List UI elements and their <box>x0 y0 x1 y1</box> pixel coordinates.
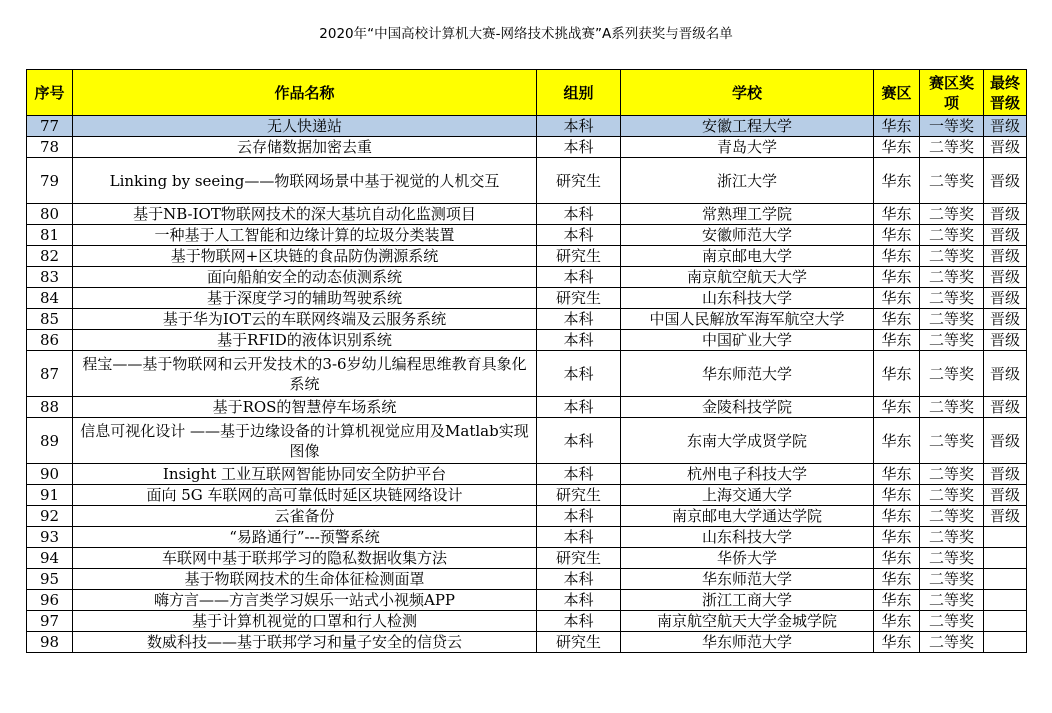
cell-name: 面向船舶安全的动态侦测系统 <box>73 267 537 288</box>
cell-group: 研究生 <box>537 485 621 506</box>
cell-group: 本科 <box>537 351 621 397</box>
cell-group: 本科 <box>537 590 621 611</box>
cell-region: 华东 <box>874 527 920 548</box>
cell-promo: 晋级 <box>984 246 1027 267</box>
cell-school: 山东科技大学 <box>621 288 874 309</box>
cell-no: 80 <box>27 204 73 225</box>
cell-no: 96 <box>27 590 73 611</box>
cell-region: 华东 <box>874 351 920 397</box>
cell-no: 91 <box>27 485 73 506</box>
cell-school: 浙江工商大学 <box>621 590 874 611</box>
cell-group: 本科 <box>537 309 621 330</box>
cell-name: 云存储数据加密去重 <box>73 137 537 158</box>
cell-promo: 晋级 <box>984 267 1027 288</box>
cell-award: 二等奖 <box>920 309 984 330</box>
cell-school: 东南大学成贤学院 <box>621 418 874 464</box>
cell-region: 华东 <box>874 137 920 158</box>
cell-region: 华东 <box>874 116 920 137</box>
cell-region: 华东 <box>874 569 920 590</box>
cell-group: 本科 <box>537 397 621 418</box>
cell-region: 华东 <box>874 288 920 309</box>
table-row <box>27 569 1027 590</box>
cell-award: 二等奖 <box>920 330 984 351</box>
cell-no: 82 <box>27 246 73 267</box>
cell-group: 研究生 <box>537 548 621 569</box>
cell-promo <box>984 569 1027 590</box>
cell-award: 二等奖 <box>920 288 984 309</box>
cell-name: 基于RFID的液体识别系统 <box>73 330 537 351</box>
cell-no: 89 <box>27 418 73 464</box>
cell-award: 一等奖 <box>920 116 984 137</box>
cell-award: 二等奖 <box>920 632 984 653</box>
cell-school: 南京邮电大学 <box>621 246 874 267</box>
cell-award: 二等奖 <box>920 225 984 246</box>
cell-no: 85 <box>27 309 73 330</box>
cell-group: 本科 <box>537 225 621 246</box>
table-row <box>27 506 1027 527</box>
cell-name: 车联网中基于联邦学习的隐私数据收集方法 <box>73 548 537 569</box>
cell-group: 本科 <box>537 418 621 464</box>
cell-school: 安徽工程大学 <box>621 116 874 137</box>
cell-no: 94 <box>27 548 73 569</box>
table-row <box>27 204 1027 225</box>
cell-promo <box>984 611 1027 632</box>
cell-no: 86 <box>27 330 73 351</box>
cell-award: 二等奖 <box>920 204 984 225</box>
cell-promo: 晋级 <box>984 397 1027 418</box>
cell-group: 本科 <box>537 611 621 632</box>
table-row <box>27 246 1027 267</box>
table-row <box>27 351 1027 397</box>
header-no: 序号 <box>27 70 73 116</box>
table-row <box>27 485 1027 506</box>
cell-name: 基于ROS的智慧停车场系统 <box>73 397 537 418</box>
cell-school: 南京航空航天大学 <box>621 267 874 288</box>
table-row <box>27 267 1027 288</box>
cell-region: 华东 <box>874 204 920 225</box>
cell-name: 基于NB-IOT物联网技术的深大基坑自动化监测项目 <box>73 204 537 225</box>
cell-school: 华东师范大学 <box>621 632 874 653</box>
cell-name: “易路通行”---预警系统 <box>73 527 537 548</box>
cell-region: 华东 <box>874 158 920 204</box>
cell-region: 华东 <box>874 225 920 246</box>
table-row <box>27 548 1027 569</box>
cell-award: 二等奖 <box>920 464 984 485</box>
cell-no: 83 <box>27 267 73 288</box>
cell-promo: 晋级 <box>984 418 1027 464</box>
cell-promo: 晋级 <box>984 464 1027 485</box>
cell-award: 二等奖 <box>920 267 984 288</box>
cell-promo <box>984 527 1027 548</box>
header-name: 作品名称 <box>73 70 537 116</box>
table-row <box>27 137 1027 158</box>
cell-promo: 晋级 <box>984 309 1027 330</box>
cell-group: 本科 <box>537 569 621 590</box>
cell-award: 二等奖 <box>920 548 984 569</box>
cell-group: 研究生 <box>537 158 621 204</box>
cell-name: Insight 工业互联网智能协同安全防护平台 <box>73 464 537 485</box>
cell-group: 研究生 <box>537 288 621 309</box>
cell-group: 本科 <box>537 204 621 225</box>
cell-group: 本科 <box>537 506 621 527</box>
cell-award: 二等奖 <box>920 137 984 158</box>
cell-group: 研究生 <box>537 632 621 653</box>
cell-name: 一种基于人工智能和边缘计算的垃圾分类装置 <box>73 225 537 246</box>
cell-region: 华东 <box>874 632 920 653</box>
cell-award: 二等奖 <box>920 418 984 464</box>
table-row <box>27 288 1027 309</box>
cell-promo: 晋级 <box>984 225 1027 246</box>
cell-name: 嗨方言——方言类学习娱乐一站式小视频APP <box>73 590 537 611</box>
cell-school: 南京邮电大学通达学院 <box>621 506 874 527</box>
cell-no: 97 <box>27 611 73 632</box>
cell-region: 华东 <box>874 246 920 267</box>
cell-region: 华东 <box>874 485 920 506</box>
cell-no: 79 <box>27 158 73 204</box>
cell-group: 本科 <box>537 116 621 137</box>
cell-no: 90 <box>27 464 73 485</box>
cell-school: 华东师范大学 <box>621 569 874 590</box>
cell-region: 华东 <box>874 506 920 527</box>
cell-region: 华东 <box>874 464 920 485</box>
cell-group: 本科 <box>537 267 621 288</box>
cell-promo: 晋级 <box>984 506 1027 527</box>
cell-school: 青岛大学 <box>621 137 874 158</box>
cell-name: 基于物联网技术的生命体征检测面罩 <box>73 569 537 590</box>
cell-name: 信息可视化设计 ——基于边缘设备的计算机视觉应用及Matlab实现图像 <box>73 418 537 464</box>
cell-no: 88 <box>27 397 73 418</box>
cell-region: 华东 <box>874 330 920 351</box>
table-row <box>27 158 1027 204</box>
table-row <box>27 611 1027 632</box>
cell-region: 华东 <box>874 548 920 569</box>
cell-school: 安徽师范大学 <box>621 225 874 246</box>
table-row <box>27 116 1027 137</box>
cell-group: 本科 <box>537 527 621 548</box>
cell-promo <box>984 590 1027 611</box>
cell-award: 二等奖 <box>920 569 984 590</box>
cell-name: 基于物联网+区块链的食品防伪溯源系统 <box>73 246 537 267</box>
cell-name: 无人快递站 <box>73 116 537 137</box>
cell-name: 面向 5G 车联网的高可靠低时延区块链网络设计 <box>73 485 537 506</box>
table-row <box>27 590 1027 611</box>
header-award: 赛区奖项 <box>920 70 984 116</box>
table-row <box>27 330 1027 351</box>
cell-promo: 晋级 <box>984 116 1027 137</box>
cell-group: 研究生 <box>537 246 621 267</box>
cell-no: 98 <box>27 632 73 653</box>
cell-no: 77 <box>27 116 73 137</box>
cell-no: 92 <box>27 506 73 527</box>
cell-no: 87 <box>27 351 73 397</box>
table-row <box>27 309 1027 330</box>
cell-award: 二等奖 <box>920 351 984 397</box>
cell-promo: 晋级 <box>984 485 1027 506</box>
cell-promo: 晋级 <box>984 288 1027 309</box>
award-table <box>26 69 1027 653</box>
cell-school: 中国矿业大学 <box>621 330 874 351</box>
cell-region: 华东 <box>874 267 920 288</box>
cell-name: 基于深度学习的辅助驾驶系统 <box>73 288 537 309</box>
cell-name: 数威科技——基于联邦学习和量子安全的信贷云 <box>73 632 537 653</box>
cell-school: 中国人民解放军海军航空大学 <box>621 309 874 330</box>
header-group: 组别 <box>537 70 621 116</box>
cell-name: 基于华为IOT云的车联网终端及云服务系统 <box>73 309 537 330</box>
cell-school: 上海交通大学 <box>621 485 874 506</box>
cell-group: 本科 <box>537 330 621 351</box>
table-row <box>27 225 1027 246</box>
cell-school: 金陵科技学院 <box>621 397 874 418</box>
header-row <box>27 70 1027 116</box>
cell-award: 二等奖 <box>920 506 984 527</box>
cell-school: 浙江大学 <box>621 158 874 204</box>
cell-award: 二等奖 <box>920 611 984 632</box>
cell-school: 杭州电子科技大学 <box>621 464 874 485</box>
cell-school: 常熟理工学院 <box>621 204 874 225</box>
cell-school: 华东师范大学 <box>621 351 874 397</box>
document-title: 2020年“中国高校计算机大赛-网络技术挑战赛”A系列获奖与晋级名单 <box>319 26 733 42</box>
cell-region: 华东 <box>874 611 920 632</box>
cell-promo: 晋级 <box>984 351 1027 397</box>
cell-promo <box>984 632 1027 653</box>
cell-award: 二等奖 <box>920 158 984 204</box>
cell-group: 本科 <box>537 137 621 158</box>
cell-promo: 晋级 <box>984 204 1027 225</box>
table-row <box>27 632 1027 653</box>
table-row <box>27 418 1027 464</box>
cell-award: 二等奖 <box>920 485 984 506</box>
cell-promo: 晋级 <box>984 158 1027 204</box>
cell-group: 本科 <box>537 464 621 485</box>
cell-award: 二等奖 <box>920 590 984 611</box>
cell-region: 华东 <box>874 309 920 330</box>
header-promo: 最终晋级 <box>984 70 1027 116</box>
cell-name: 云雀备份 <box>73 506 537 527</box>
cell-name: 程宝——基于物联网和云开发技术的3-6岁幼儿编程思维教育具象化系统 <box>73 351 537 397</box>
header-region: 赛区 <box>874 70 920 116</box>
table-row <box>27 464 1027 485</box>
cell-promo: 晋级 <box>984 137 1027 158</box>
cell-no: 81 <box>27 225 73 246</box>
cell-region: 华东 <box>874 397 920 418</box>
table-row <box>27 527 1027 548</box>
cell-award: 二等奖 <box>920 246 984 267</box>
cell-no: 78 <box>27 137 73 158</box>
cell-school: 山东科技大学 <box>621 527 874 548</box>
cell-no: 84 <box>27 288 73 309</box>
cell-name: 基于计算机视觉的口罩和行人检测 <box>73 611 537 632</box>
cell-promo <box>984 548 1027 569</box>
cell-name: Linking by seeing——物联网场景中基于视觉的人机交互 <box>73 158 537 204</box>
cell-award: 二等奖 <box>920 397 984 418</box>
cell-region: 华东 <box>874 418 920 464</box>
cell-no: 95 <box>27 569 73 590</box>
cell-award: 二等奖 <box>920 527 984 548</box>
cell-school: 南京航空航天大学金城学院 <box>621 611 874 632</box>
header-school: 学校 <box>621 70 874 116</box>
cell-region: 华东 <box>874 590 920 611</box>
table-row <box>27 397 1027 418</box>
cell-promo: 晋级 <box>984 330 1027 351</box>
cell-no: 93 <box>27 527 73 548</box>
cell-school: 华侨大学 <box>621 548 874 569</box>
